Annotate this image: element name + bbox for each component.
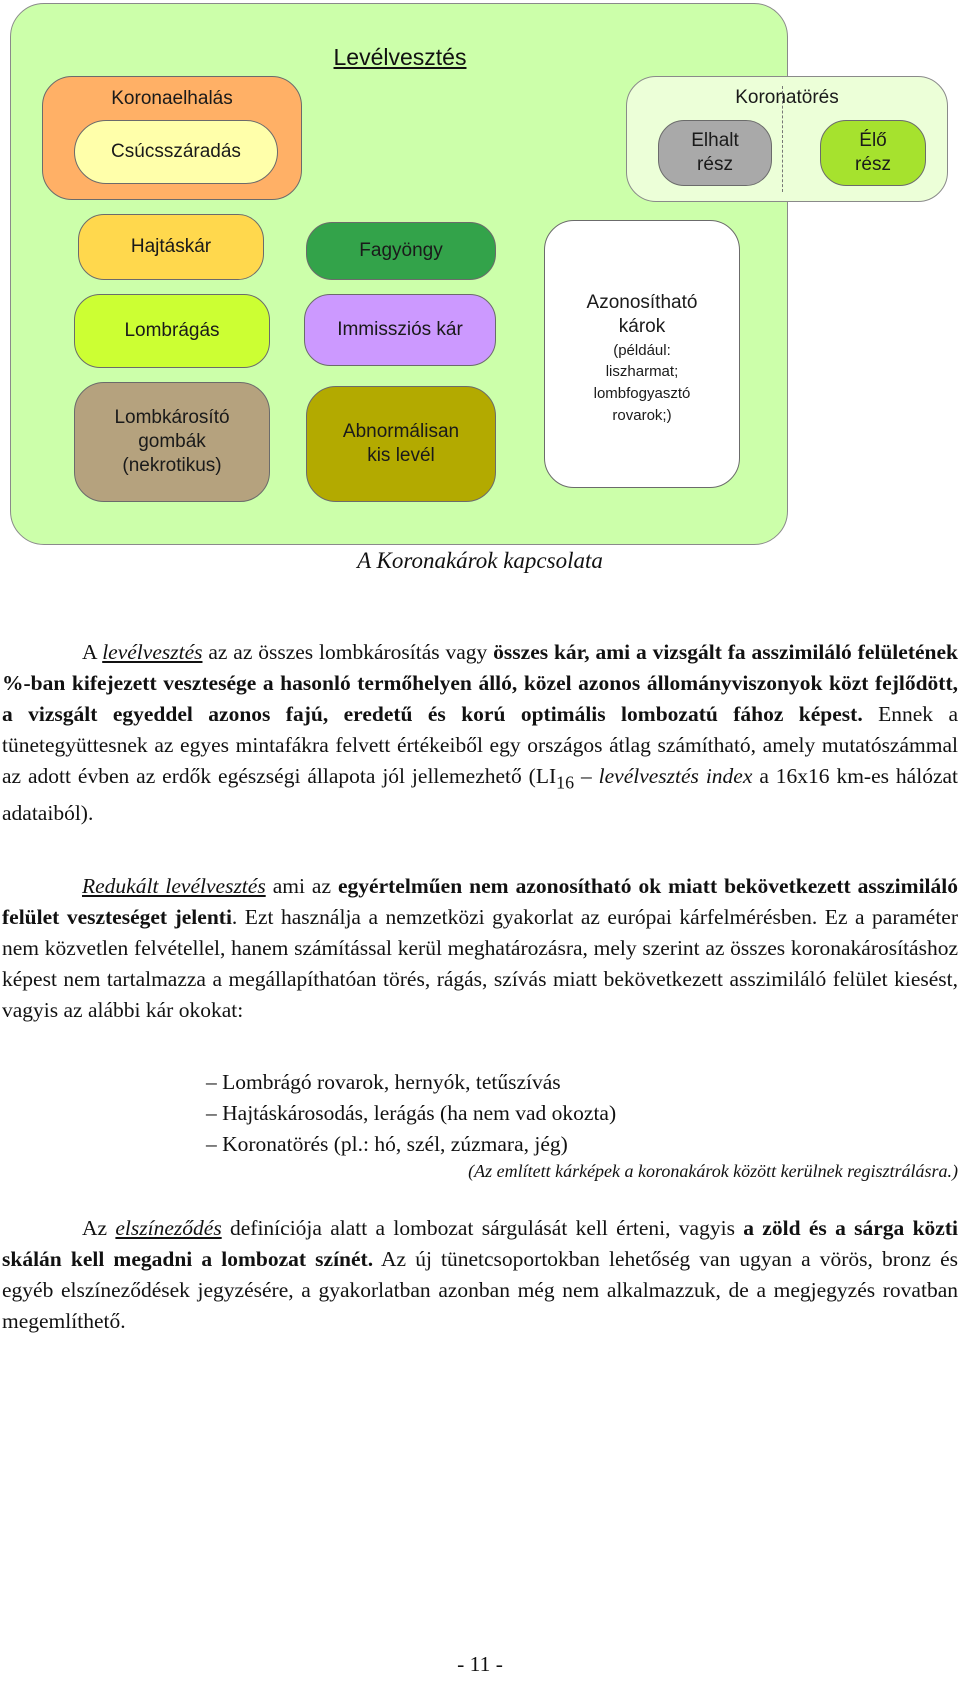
living-part-box <box>820 120 926 186</box>
identifiable-note-4: rovarok;) <box>612 406 672 424</box>
identifiable-damage-box <box>544 220 740 488</box>
p2-bold-definition: egyértelműen nem azonosítható ok miatt bekövetkezett asszimiláló felület veszteséget jelenti <box>2 874 958 929</box>
dead-part-line1: Elhalt <box>691 130 739 152</box>
shoot-damage-box <box>78 214 264 280</box>
p2-text-a: ami az <box>265 874 339 898</box>
p1-subscript: 16 <box>556 772 575 793</box>
top-drying-box <box>74 120 278 184</box>
small-leaf-box <box>306 386 496 502</box>
crown-break-label: Koronatörés <box>735 87 839 108</box>
paragraph-leaf-loss <box>2 637 958 829</box>
leaf-fungi-line2: gombák <box>138 431 206 453</box>
defoliation-label: Lombrágás <box>124 320 220 342</box>
identifiable-note-2: liszharmat; <box>605 363 679 381</box>
leaf-fungi-line1: Lombkárosító <box>114 407 230 429</box>
dead-part-box <box>658 120 772 186</box>
living-part-line2: rész <box>855 154 891 175</box>
term-reduced-leaf-loss: Redukált levélvesztés <box>82 874 266 898</box>
mistletoe-label: Fagyöngy <box>359 240 443 262</box>
p1-index-name: levélvesztés index <box>598 764 753 788</box>
p1-text-b: az az összes lombkárosítás vagy <box>202 640 494 664</box>
p1-text-e: a 16x16 km-es hálózat adataiból). <box>2 764 958 826</box>
p3-text-b: definíciója alatt a lombozat sárgulását kell érteni, vagyis <box>221 1216 744 1240</box>
mistletoe-box <box>306 222 496 280</box>
leaf-fungi-line3: (nekrotikus) <box>122 454 222 476</box>
top-drying-label: Csúcsszáradás <box>111 141 241 163</box>
diagram-caption: A Koronakárok kapcsolata <box>357 548 603 573</box>
paragraph-reduced-leaf-loss <box>2 871 958 1026</box>
term-discoloration: elszíneződés <box>115 1216 222 1240</box>
living-part-line1: Élő <box>859 130 887 152</box>
list-item: – Lombrágó rovarok, hernyók, tetűszívás <box>206 1067 616 1098</box>
dashed-divider <box>782 86 783 192</box>
identifiable-note-1: (például: <box>613 341 671 359</box>
p1-dash: – <box>574 764 599 788</box>
crown-dieback-label: Koronaelhalás <box>111 88 233 109</box>
identifiable-line1: Azonosítható <box>586 292 698 313</box>
list-item: – Hajtáskárosodás, lerágás (ha nem vad okozta) <box>206 1098 616 1129</box>
p1-text-c: Ennek a tünetegyüttesnek az egyes mintafákra felvett értékeiből egy országos átlag számítható, amely mutatószámmal az adott évben az erdők egészségi állapota jól jellemezhető (LI <box>2 702 958 788</box>
leaf-fungi-box <box>74 382 270 502</box>
small-leaf-line1: Abnormálisan <box>342 421 460 443</box>
list-item: – Koronatörés (pl.: hó, szél, zúzmara, jég) <box>206 1129 616 1160</box>
term-leaf-loss: levélvesztés <box>102 640 203 664</box>
p3-bold-definition: a zöld és a sárga közti skálán kell megadni a lombozat színét. <box>2 1216 958 1271</box>
p3-text-a: Az <box>82 1216 116 1240</box>
p2-text-b: . Ezt használja a nemzetközi gyakorlat az európai kárfelmérésben. Ez a paraméter nem közvetlen felvétellel, hanem számítással kerül meghatározásra, mely szerint az összes koronakárosításhoz képest nem tartalmazza a megállapíthatóan törés, rágás, szívás miatt bekövetkezett asszimiláló felület kiesést, vagyis az alábbi kár okokat: <box>2 905 958 1022</box>
damage-relations-diagram <box>0 0 960 560</box>
immission-damage-label: Immissziós kár <box>337 319 463 341</box>
p3-text-c: Az új tünetcsoportokban lehetőség van ugyan a vörös, bronz és egyéb elszíneződések jegyzésére, a gyakorlatban azonban még nem alkalmazzuk, de a megjegyzés rovatban megemlíthető. <box>2 1247 958 1333</box>
p1-text-a: A <box>82 640 103 664</box>
small-leaf-line2: kis levél <box>367 445 435 466</box>
damage-causes-list <box>206 1067 616 1160</box>
list-note: (Az említett kárképek a koronakárok között kerülnek regisztrálásra.) <box>468 1161 958 1181</box>
shoot-damage-label: Hajtáskár <box>130 236 212 258</box>
paragraph-discoloration <box>2 1213 958 1337</box>
identifiable-note-3: lombfogyasztó <box>593 385 691 402</box>
p1-bold-definition: összes kár, ami a vizsgált fa asszimiláló felületének %-ban kifejezett vesztesége a hasonló termőhelyen álló, közel azonos állományviszonyok közt fejlődött, a vizsgált egyeddel azonos fajú, eredetű és korú optimális lombozatú fához képest. <box>2 640 958 726</box>
defoliation-box <box>74 294 270 368</box>
immission-damage-box <box>304 294 496 366</box>
identifiable-line2: károk <box>618 315 666 337</box>
diagram-title: Levélvesztés <box>333 44 467 70</box>
dead-part-line2: rész <box>697 154 733 175</box>
page-number: - 11 - <box>457 1652 503 1676</box>
